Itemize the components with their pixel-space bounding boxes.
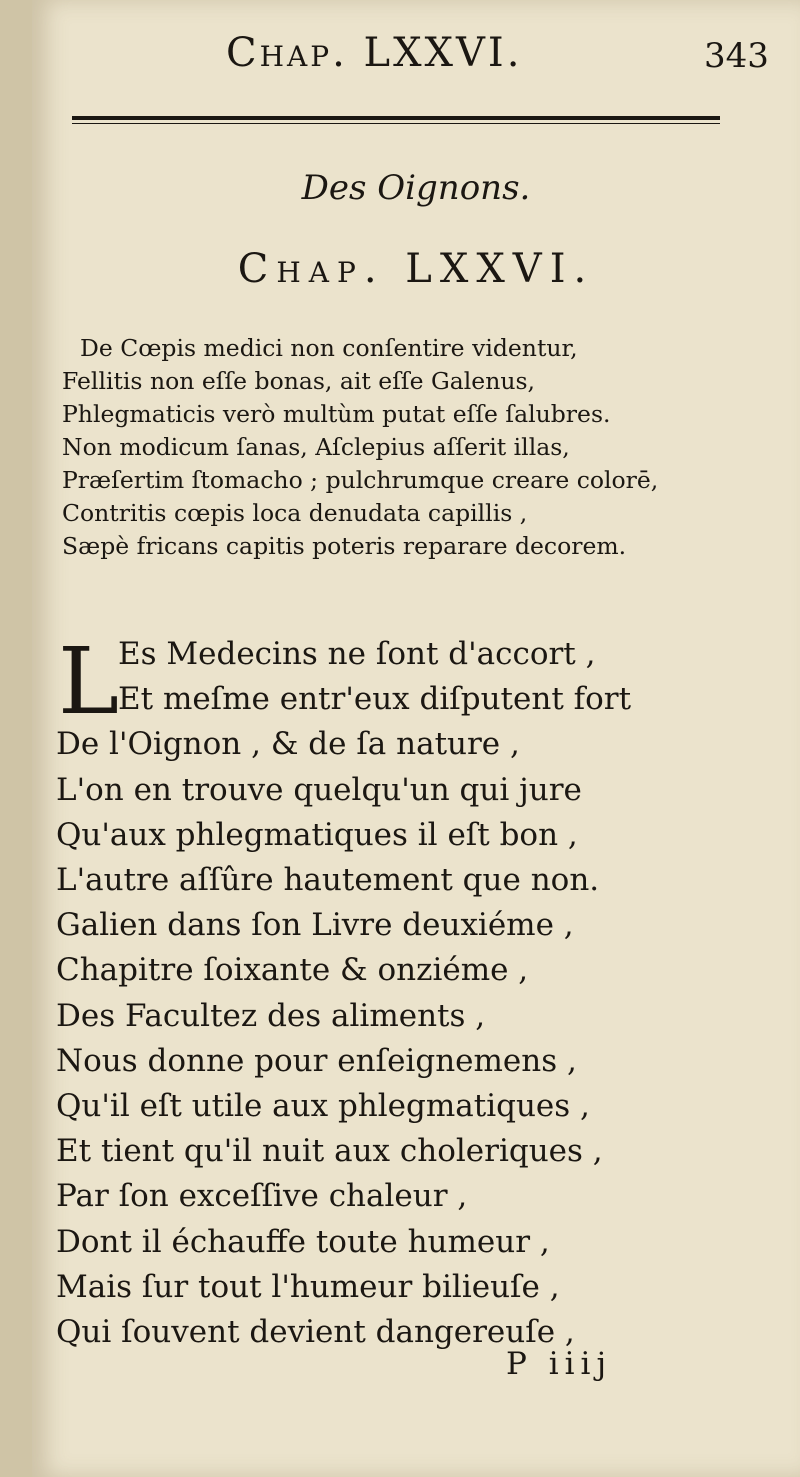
french-line: Par ſon exceſſive chaleur , — [56, 1178, 468, 1215]
latin-line: Phlegmaticis verò multùm putat eſſe ſalubres. — [62, 400, 611, 428]
french-verses — [56, 628, 776, 1355]
french-line: Mais ſur tout l'humeur bilieuſe , — [56, 1268, 560, 1305]
header-rule — [72, 116, 720, 120]
french-line: Des Facultez des aliments , — [56, 997, 486, 1034]
french-line: Galien dans ſon Livre deuxiéme , — [56, 907, 574, 944]
french-line: Es Medecins ne ſont d'accort , — [118, 636, 596, 672]
french-line: Nous donne pour enſeignemens , — [56, 1042, 577, 1079]
french-line: Qu'il eſt utile aux phlegmatiques , — [56, 1088, 590, 1125]
french-line: Et meſme entr'eux diſputent fort — [118, 681, 632, 718]
latin-line: Præſertim ſtomacho ; pulchrumque creare colorē, — [62, 466, 659, 494]
latin-line: Sæpè fricans capitis poteris reparare decorem. — [62, 532, 627, 560]
latin-line: Non modicum ſanas, Aſclepius aſſerit illas, — [62, 433, 570, 461]
latin-line: Fellitis non eſſe bonas, ait eſſe Galenus, — [62, 367, 535, 395]
running-head-title: Chap. LXXVI. — [226, 30, 523, 76]
french-line: Et tient qu'il nuit aux choleriques , — [56, 1133, 603, 1170]
running-head — [32, 22, 800, 82]
french-line: Qui ſouvent devient dangereuſe , — [56, 1314, 575, 1351]
french-line: L'autre aſſûre hautement que non. — [56, 862, 600, 899]
header-rule-thin — [72, 123, 720, 124]
chapter-heading: Chap. LXXVI. — [237, 246, 595, 292]
book-page — [32, 0, 800, 1477]
signature-mark: P iiij — [506, 1346, 613, 1382]
french-line: L'on en trouve quelqu'un qui jure — [56, 771, 582, 808]
latin-verses — [62, 332, 782, 563]
latin-line: Contritis cœpis loca denudata capillis , — [62, 499, 528, 527]
drop-cap: L — [58, 628, 120, 735]
french-line: Dont il échauffe toute humeur , — [56, 1223, 550, 1260]
latin-line: De Cœpis medici non conſentire videntur, — [80, 334, 578, 362]
french-line: De l'Oignon , & de ſa nature , — [56, 726, 520, 763]
french-line: Chapitre ſoixante & onziéme , — [56, 952, 529, 989]
french-line: Qu'aux phlegmatiques il eſt bon , — [56, 816, 578, 853]
page-number: 343 — [704, 36, 769, 76]
section-title: Des Oignons. — [301, 168, 531, 208]
